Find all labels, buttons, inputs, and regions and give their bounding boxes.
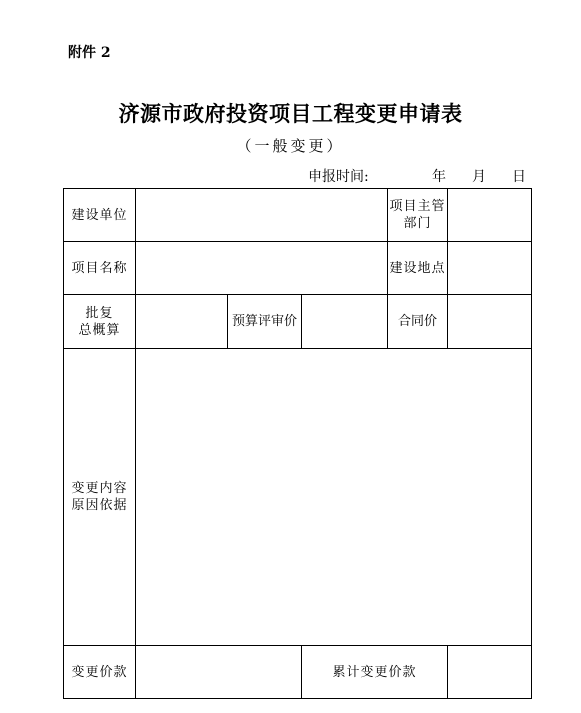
reviewed-budget-field[interactable]: [302, 295, 388, 349]
year-label: 年: [432, 169, 446, 185]
reviewed-budget-label: 预算评审价: [228, 295, 302, 349]
construction-site-field[interactable]: [448, 242, 532, 295]
construction-unit-field[interactable]: [136, 189, 388, 242]
change-content-label-line2: 原因依据: [71, 498, 128, 513]
attachment-label: 附件 2: [68, 45, 111, 61]
form-row-unit: [64, 189, 532, 242]
change-request-form: [63, 188, 532, 699]
month-label: 月: [472, 169, 486, 185]
construction-site-label: 建设地点: [388, 242, 448, 295]
form-row-project: [64, 242, 532, 295]
construction-unit-label: 建设单位: [64, 189, 136, 242]
approved-budget-label-line1: 批复: [85, 305, 114, 321]
day-label: 日: [512, 169, 526, 185]
form-subtitle: （一般变更）: [236, 137, 345, 155]
change-content-label-line1: 变更内容: [71, 481, 128, 496]
contract-price-label: 合同价: [388, 295, 448, 349]
approved-budget-label-line2: 总概算: [78, 322, 121, 338]
contract-price-field[interactable]: [448, 295, 532, 349]
project-name-label: 项目名称: [64, 242, 136, 295]
change-amount-field[interactable]: [136, 646, 302, 699]
change-amount-label: 变更价款: [64, 646, 136, 699]
cumulative-change-amount-label: 累计变更价款: [302, 646, 448, 699]
submission-date-label: 申报时间:: [308, 169, 369, 185]
approved-budget-label: [64, 295, 136, 349]
approved-budget-field[interactable]: [136, 295, 228, 349]
form-title: 济源市政府投资项目工程变更申请表: [118, 101, 463, 126]
form-row-change-content: [64, 349, 532, 646]
form-row-change-amount: [64, 646, 532, 699]
cumulative-change-amount-field[interactable]: [448, 646, 532, 699]
supervising-dept-label-line1: 项目主管: [389, 199, 446, 214]
supervising-dept-field[interactable]: [448, 189, 532, 242]
supervising-dept-label: [388, 189, 448, 242]
change-content-label: [64, 349, 136, 646]
supervising-dept-label-line2: 部门: [403, 216, 432, 231]
form-row-prices: [64, 295, 532, 349]
change-content-field[interactable]: [136, 349, 532, 646]
project-name-field[interactable]: [136, 242, 388, 295]
